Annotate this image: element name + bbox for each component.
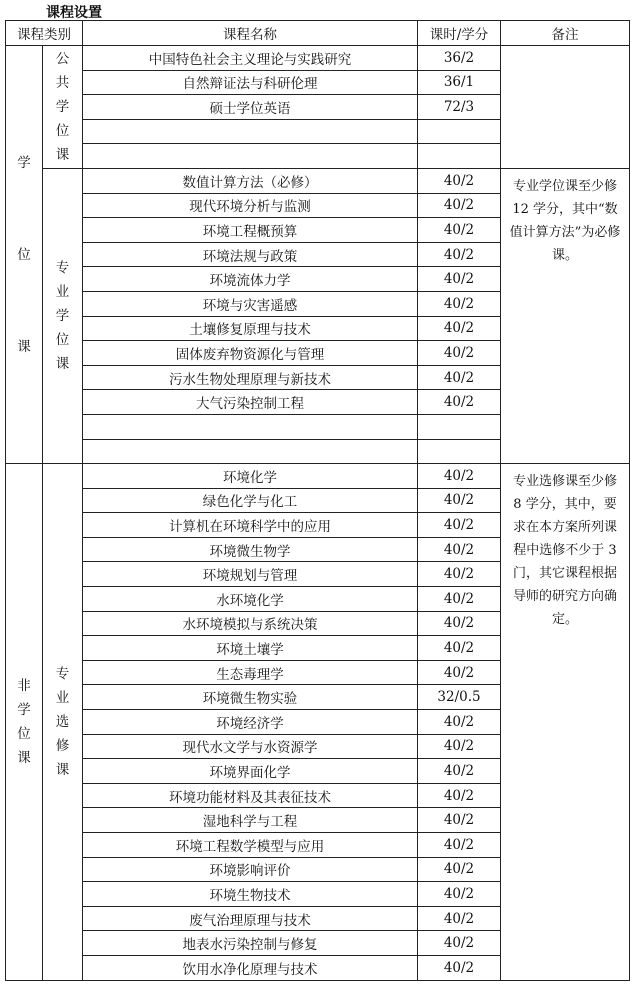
course-hours: 40/2 xyxy=(418,931,501,956)
course-name: 地表水污染控制与修复 xyxy=(83,931,418,956)
course-name: 环境规划与管理 xyxy=(83,562,418,587)
course-name: 污水生物处理原理与新技术 xyxy=(83,365,418,390)
course-hours: 40/2 xyxy=(418,808,501,833)
subcategory-elective-label: 专业选修课 xyxy=(55,665,70,778)
course-name: 中国特色社会主义理论与实践研究 xyxy=(83,46,418,71)
course-hours: 40/2 xyxy=(418,464,501,489)
course-hours xyxy=(418,439,501,464)
course-name: 环境土壤学 xyxy=(83,636,418,661)
notes-elective: 专业选修课至少修 8 学分，其中，要求在本方案所列课程中选修不少于 3 门，其它课程根据导师的研究方向确定。 xyxy=(501,464,630,980)
course-name xyxy=(83,439,418,464)
course-name: 土壤修复原理与技术 xyxy=(83,316,418,341)
course-hours: 36/1 xyxy=(418,70,501,95)
course-name: 环境与灾害遥感 xyxy=(83,291,418,316)
course-hours xyxy=(418,119,501,144)
page-title: 课程设置 xyxy=(46,5,102,21)
table-header-row xyxy=(6,21,630,46)
course-name xyxy=(83,414,418,439)
course-hours: 40/2 xyxy=(418,611,501,636)
course-hours: 40/2 xyxy=(418,759,501,784)
course-name: 环境功能材料及其表征技术 xyxy=(83,783,418,808)
header-category: 课程类别 xyxy=(6,21,83,46)
course-name: 环境经济学 xyxy=(83,710,418,735)
course-hours: 40/2 xyxy=(418,168,501,193)
course-hours: 40/2 xyxy=(418,562,501,587)
notes-major: 专业学位课至少修 12 学分，其中“数值计算方法”为必修课。 xyxy=(501,168,630,463)
course-hours: 40/2 xyxy=(418,833,501,858)
course-hours: 40/2 xyxy=(418,710,501,735)
course-name: 环境界面化学 xyxy=(83,759,418,784)
course-name: 环境流体力学 xyxy=(83,267,418,292)
course-hours: 40/2 xyxy=(418,193,501,218)
notes-public xyxy=(501,46,630,169)
course-hours: 40/2 xyxy=(418,587,501,612)
category-degree-label: 学位课 xyxy=(17,154,31,355)
header-hours-credits: 课时/学分 xyxy=(418,21,501,46)
header-course-name: 课程名称 xyxy=(83,21,418,46)
course-hours: 40/2 xyxy=(418,513,501,538)
course-hours: 72/3 xyxy=(418,95,501,120)
course-hours: 40/2 xyxy=(418,341,501,366)
course-hours: 40/2 xyxy=(418,291,501,316)
course-name: 废气治理原理与技术 xyxy=(83,906,418,931)
course-hours: 40/2 xyxy=(418,660,501,685)
course-name: 生态毒理学 xyxy=(83,660,418,685)
course-hours: 36/2 xyxy=(418,46,501,71)
course-name: 现代环境分析与监测 xyxy=(83,193,418,218)
header-notes: 备注 xyxy=(501,21,630,46)
category-nondegree-label: 非学位课 xyxy=(17,677,31,766)
subcategory-major-label: 专业学位课 xyxy=(55,260,70,373)
course-name: 计算机在环境科学中的应用 xyxy=(83,513,418,538)
course-hours: 40/2 xyxy=(418,537,501,562)
course-name: 环境微生物实验 xyxy=(83,685,418,710)
course-name: 绿色化学与化工 xyxy=(83,488,418,513)
course-name: 环境化学 xyxy=(83,464,418,489)
course-hours: 40/2 xyxy=(418,734,501,759)
course-name xyxy=(83,119,418,144)
course-name: 环境微生物学 xyxy=(83,537,418,562)
course-name: 固体废弃物资源化与管理 xyxy=(83,341,418,366)
course-hours xyxy=(418,144,501,169)
course-name: 环境生物技术 xyxy=(83,882,418,907)
course-hours: 40/2 xyxy=(418,488,501,513)
subcategory-elective xyxy=(43,464,83,980)
course-hours: 40/2 xyxy=(418,783,501,808)
subcategory-major xyxy=(43,168,83,463)
table-row xyxy=(6,464,630,489)
course-name: 环境工程数学模型与应用 xyxy=(83,833,418,858)
course-hours: 40/2 xyxy=(418,882,501,907)
subcategory-public xyxy=(43,46,83,169)
course-name: 环境影响评价 xyxy=(83,857,418,882)
course-name: 现代水文学与水资源学 xyxy=(83,734,418,759)
course-name: 水环境模拟与系统决策 xyxy=(83,611,418,636)
course-hours: 40/2 xyxy=(418,636,501,661)
course-hours: 32/0.5 xyxy=(418,685,501,710)
course-name: 数值计算方法（必修） xyxy=(83,168,418,193)
table-row xyxy=(6,46,630,71)
course-name: 水环境化学 xyxy=(83,587,418,612)
course-hours: 40/2 xyxy=(418,955,501,980)
course-name: 大气污染控制工程 xyxy=(83,390,418,415)
course-name: 环境法规与政策 xyxy=(83,242,418,267)
course-hours: 40/2 xyxy=(418,365,501,390)
course-hours: 40/2 xyxy=(418,390,501,415)
course-name: 硕士学位英语 xyxy=(83,95,418,120)
course-hours: 40/2 xyxy=(418,242,501,267)
course-hours xyxy=(418,414,501,439)
course-name: 自然辩证法与科研伦理 xyxy=(83,70,418,95)
course-hours: 40/2 xyxy=(418,267,501,292)
course-hours: 40/2 xyxy=(418,857,501,882)
course-hours: 40/2 xyxy=(418,906,501,931)
category-degree xyxy=(6,46,43,464)
course-table xyxy=(5,20,630,981)
subcategory-public-label: 公共学位课 xyxy=(55,50,70,163)
table-body xyxy=(6,46,630,981)
table-row xyxy=(6,168,630,193)
course-hours: 40/2 xyxy=(418,316,501,341)
course-name: 湿地科学与工程 xyxy=(83,808,418,833)
category-nondegree xyxy=(6,464,43,980)
course-name: 环境工程概预算 xyxy=(83,218,418,243)
course-hours: 40/2 xyxy=(418,218,501,243)
course-name xyxy=(83,144,418,169)
course-name: 饮用水净化原理与技术 xyxy=(83,955,418,980)
